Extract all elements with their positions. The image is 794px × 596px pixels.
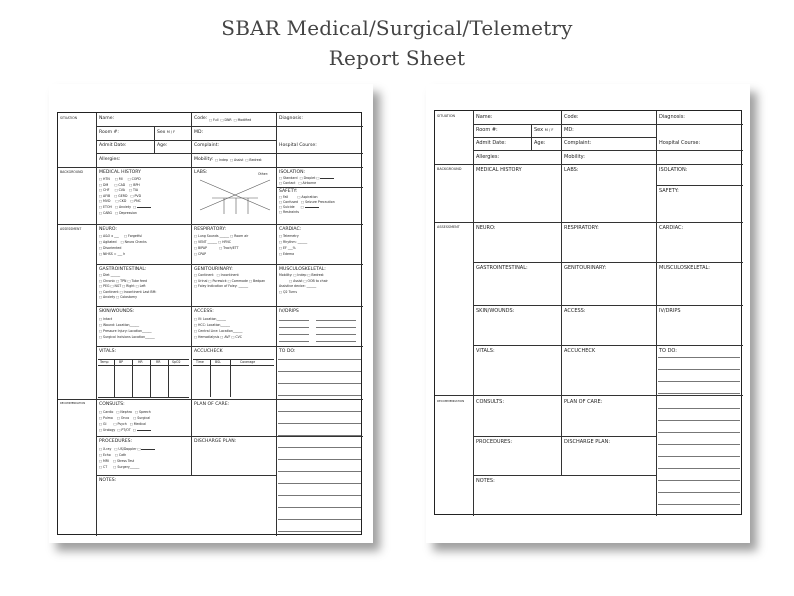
room-label: Room #: bbox=[476, 127, 498, 133]
skin-wounds-label: SKIN/WOUNDS: bbox=[99, 309, 135, 314]
consult-options: □ Cardio □ Nephro □ Speech □ Pulmo □ Onco □ Surgical □ GI □ Psych □ Medical □ Urology □ PT/OT □ bbox=[99, 409, 151, 433]
cardiac-label: CARDIAC: bbox=[279, 227, 302, 232]
sex-label: Sex M / F bbox=[157, 130, 176, 135]
notes-label: NOTES: bbox=[99, 478, 117, 483]
safety-options: □ Fall □ Aspiration □ Confused □ Seizure Precaution □ Suicide □ □ Restraints bbox=[279, 195, 335, 215]
labs-label: LABS: bbox=[194, 170, 208, 175]
age-label: Age: bbox=[534, 140, 546, 146]
section-recommendation: RECOMMENDATION bbox=[437, 399, 465, 403]
notes-label: NOTES: bbox=[476, 478, 495, 484]
respiratory-options: □ Lung Sounds ______ □ Room air □ VENT ______ □ HFNC □ BIPAP □ Trach/ETT □ CPAP bbox=[194, 233, 248, 257]
mobility-label: Mobility: bbox=[564, 154, 585, 160]
gi-label: GASTROINTESTINAL: bbox=[476, 265, 528, 271]
todo-label: TO DO: bbox=[279, 349, 296, 354]
complaint-label: Complaint: bbox=[194, 143, 220, 148]
report-form-grid-blank bbox=[434, 110, 742, 515]
access-label: ACCESS: bbox=[194, 309, 214, 314]
musculoskeletal-label: MUSCULOSKELETAL: bbox=[279, 267, 326, 272]
admit-date-label: Admit Date: bbox=[476, 140, 506, 146]
medical-history-options: □ HTN □ MI □ COPD □ DM □ CAD □ BPH □ CHF □ CVA □ TIA □ AFIB □ GERD □ PVD □ MVD □ CKD □ PNC □ ETOH □ Anxiety □ □ CABG □ Depression bbox=[99, 177, 151, 216]
neuro-options: □ A&O x ___ □ Forgetful □ Agitated □ Neuro Checks □ Disoriented □ NIHSS = ___ h bbox=[99, 233, 147, 257]
diagnosis-label: Diagnosis: bbox=[659, 114, 685, 120]
code-modified[interactable]: □ Modified bbox=[234, 118, 252, 122]
procedures-label: PROCEDURES: bbox=[476, 439, 513, 445]
isolation-label: ISOLATION: bbox=[659, 167, 688, 173]
age-label: Age: bbox=[157, 143, 168, 148]
accu-col-time: Time bbox=[196, 360, 204, 364]
allergies-label: Allergies: bbox=[476, 154, 500, 160]
code-full[interactable]: □ Full bbox=[209, 118, 218, 122]
section-situation: SITUATION bbox=[437, 114, 456, 118]
report-sheet-blank bbox=[426, 84, 750, 543]
accucheck-label: ACCUCHECK bbox=[194, 349, 223, 354]
page-title: SBAR Medical/Surgical/Telemetry bbox=[221, 16, 573, 40]
cardiac-options: □ Telemetry □ Rhythm: ______ □ EF ___% □ Edema bbox=[279, 233, 307, 257]
vitals-label: VITALS: bbox=[99, 349, 117, 354]
safety-label: SAFETY: bbox=[279, 189, 298, 194]
page-subtitle: Report Sheet bbox=[328, 46, 466, 70]
labs-other-label: Other: bbox=[258, 172, 269, 176]
plan-of-care-label: PLAN OF CARE: bbox=[564, 399, 603, 405]
vitals-col-temp: Temp bbox=[100, 360, 109, 364]
gi-label: GASTROINTESTINAL: bbox=[99, 267, 147, 272]
access-label: ACCESS: bbox=[564, 308, 586, 314]
accucheck-label: ACCUCHECK bbox=[564, 348, 596, 354]
vitals-label: VITALS: bbox=[476, 348, 495, 354]
section-recommendation: RECOMMENDATION bbox=[60, 402, 86, 405]
code-label: Code: bbox=[564, 114, 579, 120]
neuro-label: NEURO: bbox=[476, 225, 496, 231]
gu-options: □ Continent □ Incontinent □ Urinal □ Purewick □ Commode □ Bedpan □ Foley Indication of Foley: ______ bbox=[194, 273, 265, 290]
consults-label: CONSULTS: bbox=[99, 402, 125, 407]
safety-label: SAFETY: bbox=[659, 188, 679, 194]
respiratory-label: RESPIRATORY: bbox=[194, 227, 226, 232]
report-sheet-detailed bbox=[49, 84, 373, 543]
gu-label: GENITOURINARY: bbox=[564, 265, 607, 271]
vitals-col-bp: BP bbox=[119, 360, 124, 364]
mobility-label: Mobility: bbox=[194, 157, 214, 162]
accu-col-coverage: Coverage bbox=[240, 360, 256, 364]
gi-options: □ Diet ______ □ Chronic □ TPN □ Tube feed □ PEG □ NGT □ Right □ Left □ Continent □ Incontinent Last BM: □ Anxiety □ Colostomy bbox=[99, 273, 156, 301]
md-label: MD: bbox=[564, 127, 574, 133]
discharge-plan-label: DISCHARGE PLAN: bbox=[194, 439, 237, 444]
section-situation: SITUATION bbox=[60, 116, 77, 120]
vitals-col-rr: RR bbox=[156, 360, 161, 364]
respiratory-label: RESPIRATORY: bbox=[564, 225, 599, 231]
hospital-course-label: Hospital Course: bbox=[659, 140, 701, 146]
section-background: BACKGROUND bbox=[60, 170, 83, 174]
skin-options: □ Intact □ Wound: Location______ □ Pressure Injury: Location______ □ Surgical Incisions Location______ bbox=[99, 316, 155, 340]
code-options bbox=[209, 118, 251, 122]
procedures-label: PROCEDURES: bbox=[99, 439, 133, 444]
section-background: BACKGROUND bbox=[437, 167, 462, 171]
isolation-label: ISOLATION: bbox=[279, 170, 306, 175]
todo-label: TO DO: bbox=[659, 348, 677, 354]
vitals-col-hr: HR bbox=[138, 360, 143, 364]
iv-drips-label: IV/DRIPS bbox=[659, 308, 681, 314]
sex-label: Sex M / F bbox=[534, 127, 554, 133]
gu-label: GENITOURINARY: bbox=[194, 267, 233, 272]
cardiac-label: CARDIAC: bbox=[659, 225, 684, 231]
musculoskeletal-label: MUSCULOSKELETAL: bbox=[659, 265, 710, 271]
report-form-grid bbox=[57, 112, 362, 535]
code-label: Code: bbox=[194, 116, 208, 121]
medical-history-label: MEDICAL HISTORY bbox=[476, 167, 522, 173]
procedure-options: □ X-ray □ US/Doppler □ □ Echo □ Cath □ MRI □ Stress Test □ CT □ Surgery______ bbox=[99, 446, 155, 470]
isolation-options: □ Standard □ Droplet □ □ Contact □ Airborne bbox=[279, 176, 334, 185]
labs-label: LABS: bbox=[564, 167, 579, 173]
diagnosis-label: Diagnosis: bbox=[279, 116, 303, 121]
hospital-course-label: Hospital Course: bbox=[279, 143, 317, 148]
skin-wounds-label: SKIN/WOUNDS: bbox=[476, 308, 515, 314]
neuro-label: NEURO: bbox=[99, 227, 117, 232]
section-assessment: ASSESSMENT bbox=[437, 225, 460, 229]
plan-of-care-label: PLAN OF CARE: bbox=[194, 402, 230, 407]
musculoskeletal-options: Mobility: □ Indep □ Bedrest □ Assist □ OOB to chair Assistive device: ______ □ Q2 Turns bbox=[279, 273, 328, 295]
access-options: □ IV: Location______ □ HCC: Location______ □ Central Line: Location______ □ Hemodialysis □ AVF □ CVC bbox=[194, 316, 242, 340]
md-label: MD: bbox=[194, 130, 204, 135]
vitals-col-spo2: SpO2 bbox=[172, 360, 181, 364]
name-label: Name: bbox=[99, 116, 115, 121]
labs-fishbone-diagram bbox=[198, 174, 273, 218]
room-label: Room #: bbox=[99, 130, 119, 135]
iv-drips-label: IV/DRIPS bbox=[279, 309, 299, 314]
discharge-plan-label: DISCHARGE PLAN: bbox=[564, 439, 611, 445]
name-label: Name: bbox=[476, 114, 493, 120]
section-assessment: ASSESSMENT bbox=[60, 227, 82, 231]
allergies-label: Allergies: bbox=[99, 157, 121, 162]
accu-col-bsl: BSL bbox=[215, 360, 221, 364]
mobility-options: □ Indep □ Assist □ Bedrest bbox=[215, 158, 262, 162]
code-dnr[interactable]: □ DNR bbox=[221, 118, 232, 122]
consults-label: CONSULTS: bbox=[476, 399, 505, 405]
complaint-label: Complaint: bbox=[564, 140, 592, 146]
admit-date-label: Admit Date: bbox=[99, 143, 127, 148]
medical-history-label: MEDICAL HISTORY bbox=[99, 170, 141, 175]
